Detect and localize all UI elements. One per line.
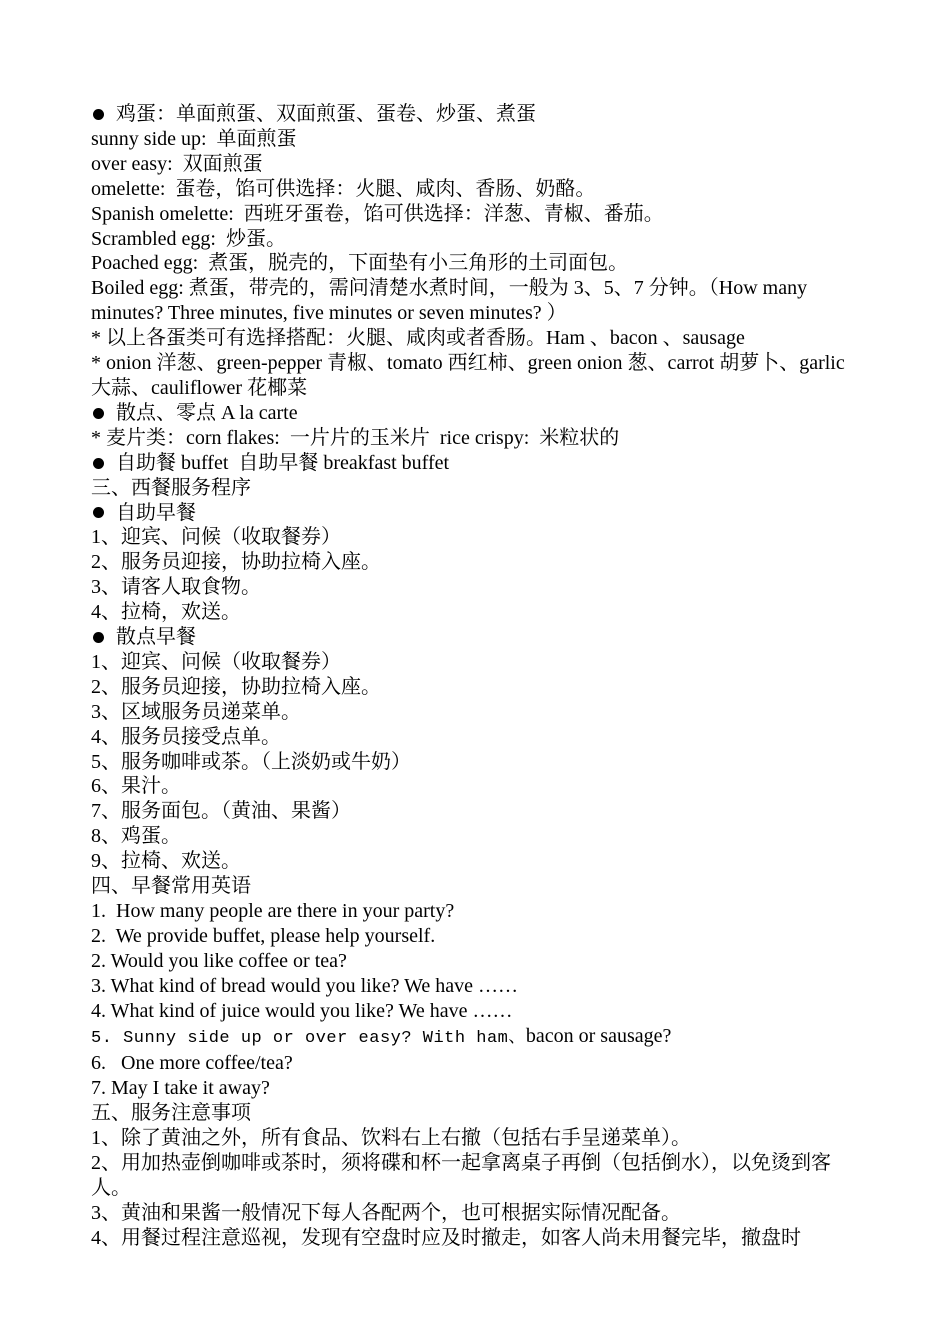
bullet-icon (93, 458, 104, 469)
text-paragraph: Boiled egg: 煮蛋，带壳的，需问清楚水煮时间，一般为 3、5、7 分钟。（How many minutes? Three minutes, five minutes or seven minutes? ） (91, 277, 813, 325)
text-paragraph: * onion 洋葱、green-pepper 青椒、tomato 西红柿、green onion 葱、carrot 胡萝卜、garlic 大蒜、cauliflower 花椰菜 (91, 352, 850, 399)
list-item: 5、服务咖啡或茶。（上淡奶或牛奶） (91, 750, 411, 773)
list-item: 1、除了黄油之外，所有食品、饮料右上右撤（包括右手呈递菜单）。 (91, 1127, 691, 1150)
bullet-item-buffet-breakfast: 自助早餐 (91, 501, 863, 526)
text-line: Spanish omelette: 西班牙蛋卷，馅可供选择：洋葱、青椒、番茄。 (91, 202, 664, 225)
bullet-item-eggs: 鸡蛋：单面煎蛋、双面煎蛋、蛋卷、炒蛋、煮蛋 (91, 102, 863, 127)
list-item: 7、服务面包。（黄油、果酱） (91, 800, 351, 823)
text-line: sunny side up: 单面煎蛋 (91, 127, 297, 150)
bullet-icon (93, 408, 104, 419)
list-item: 6、果汁。 (91, 775, 181, 798)
text-line: Poached egg: 煮蛋，脱壳的，下面垫有小三角形的土司面包。 (91, 252, 629, 275)
bullet-item-a-la-carte-breakfast: 散点早餐 (91, 625, 863, 650)
list-item: 2. We provide buffet, please help yourself. (91, 924, 436, 947)
list-item: 1. How many people are there in your party? (91, 900, 455, 922)
bullet-icon (93, 632, 104, 643)
list-item: 8、鸡蛋。 (91, 825, 181, 848)
list-item: 3、黄油和果酱一般情况下每人各配两个，也可根据实际情况配备。 (91, 1201, 681, 1224)
list-item: 4、服务员接受点单。 (91, 725, 281, 748)
document-page (91, 102, 863, 1251)
section-heading: 五、服务注意事项 (91, 1102, 251, 1125)
list-item: 5. Sunny side up or over easy? With ham、bacon or sausage? (91, 1024, 672, 1048)
list-item: 4. What kind of juice would you like? We have …… (91, 999, 513, 1022)
section-heading: 三、西餐服务程序 (91, 476, 251, 499)
bullet-icon (93, 507, 104, 518)
list-item: 3、区域服务员递菜单。 (91, 700, 301, 723)
list-item: 6. One more coffee/tea? (91, 1052, 293, 1075)
section-heading: 四、早餐常用英语 (91, 875, 251, 898)
list-item: 4、拉椅，欢送。 (91, 601, 241, 624)
list-item: 7. May I take it away? (91, 1077, 270, 1100)
list-item: 3、请客人取食物。 (91, 576, 261, 599)
text-line: Scrambled egg: 炒蛋。 (91, 227, 286, 250)
list-item: 2、用加热壶倒咖啡或茶时，须将碟和杯一起拿离桌子再倒（包括倒水），以免烫到客人。 (91, 1152, 831, 1199)
list-item: 1、迎宾、问候（收取餐券） (91, 650, 341, 673)
list-item: 9、拉椅、欢送。 (91, 850, 241, 873)
list-item: 3. What kind of bread would you like? We have …… (91, 974, 518, 997)
text-line: omelette: 蛋卷，馅可供选择：火腿、咸肉、香肠、奶酪。 (91, 177, 596, 200)
bullet-item-a-la-carte: 散点、零点 A la carte (91, 401, 863, 426)
list-item: 2. Would you like coffee or tea? (91, 949, 347, 972)
list-item: 2、服务员迎接，协助拉椅入座。 (91, 675, 381, 698)
text-line: * 麦片类：corn flakes: 一片片的玉米片 rice crispy: 米粒状的 (91, 426, 620, 449)
text-line: over easy: 双面煎蛋 (91, 152, 263, 175)
text-line: * 以上各蛋类可有选择搭配：火腿、咸肉或者香肠。Ham 、bacon 、sausage (91, 327, 745, 350)
bullet-icon (93, 109, 104, 120)
list-item: 2、服务员迎接，协助拉椅入座。 (91, 551, 381, 574)
list-item: 4、用餐过程注意巡视，发现有空盘时应及时撤走，如客人尚未用餐完毕，撤盘时 (91, 1226, 801, 1249)
bullet-item-buffet: 自助餐 buffet 自助早餐 breakfast buffet (91, 451, 863, 476)
list-item: 1、迎宾、问候（收取餐券） (91, 526, 341, 549)
